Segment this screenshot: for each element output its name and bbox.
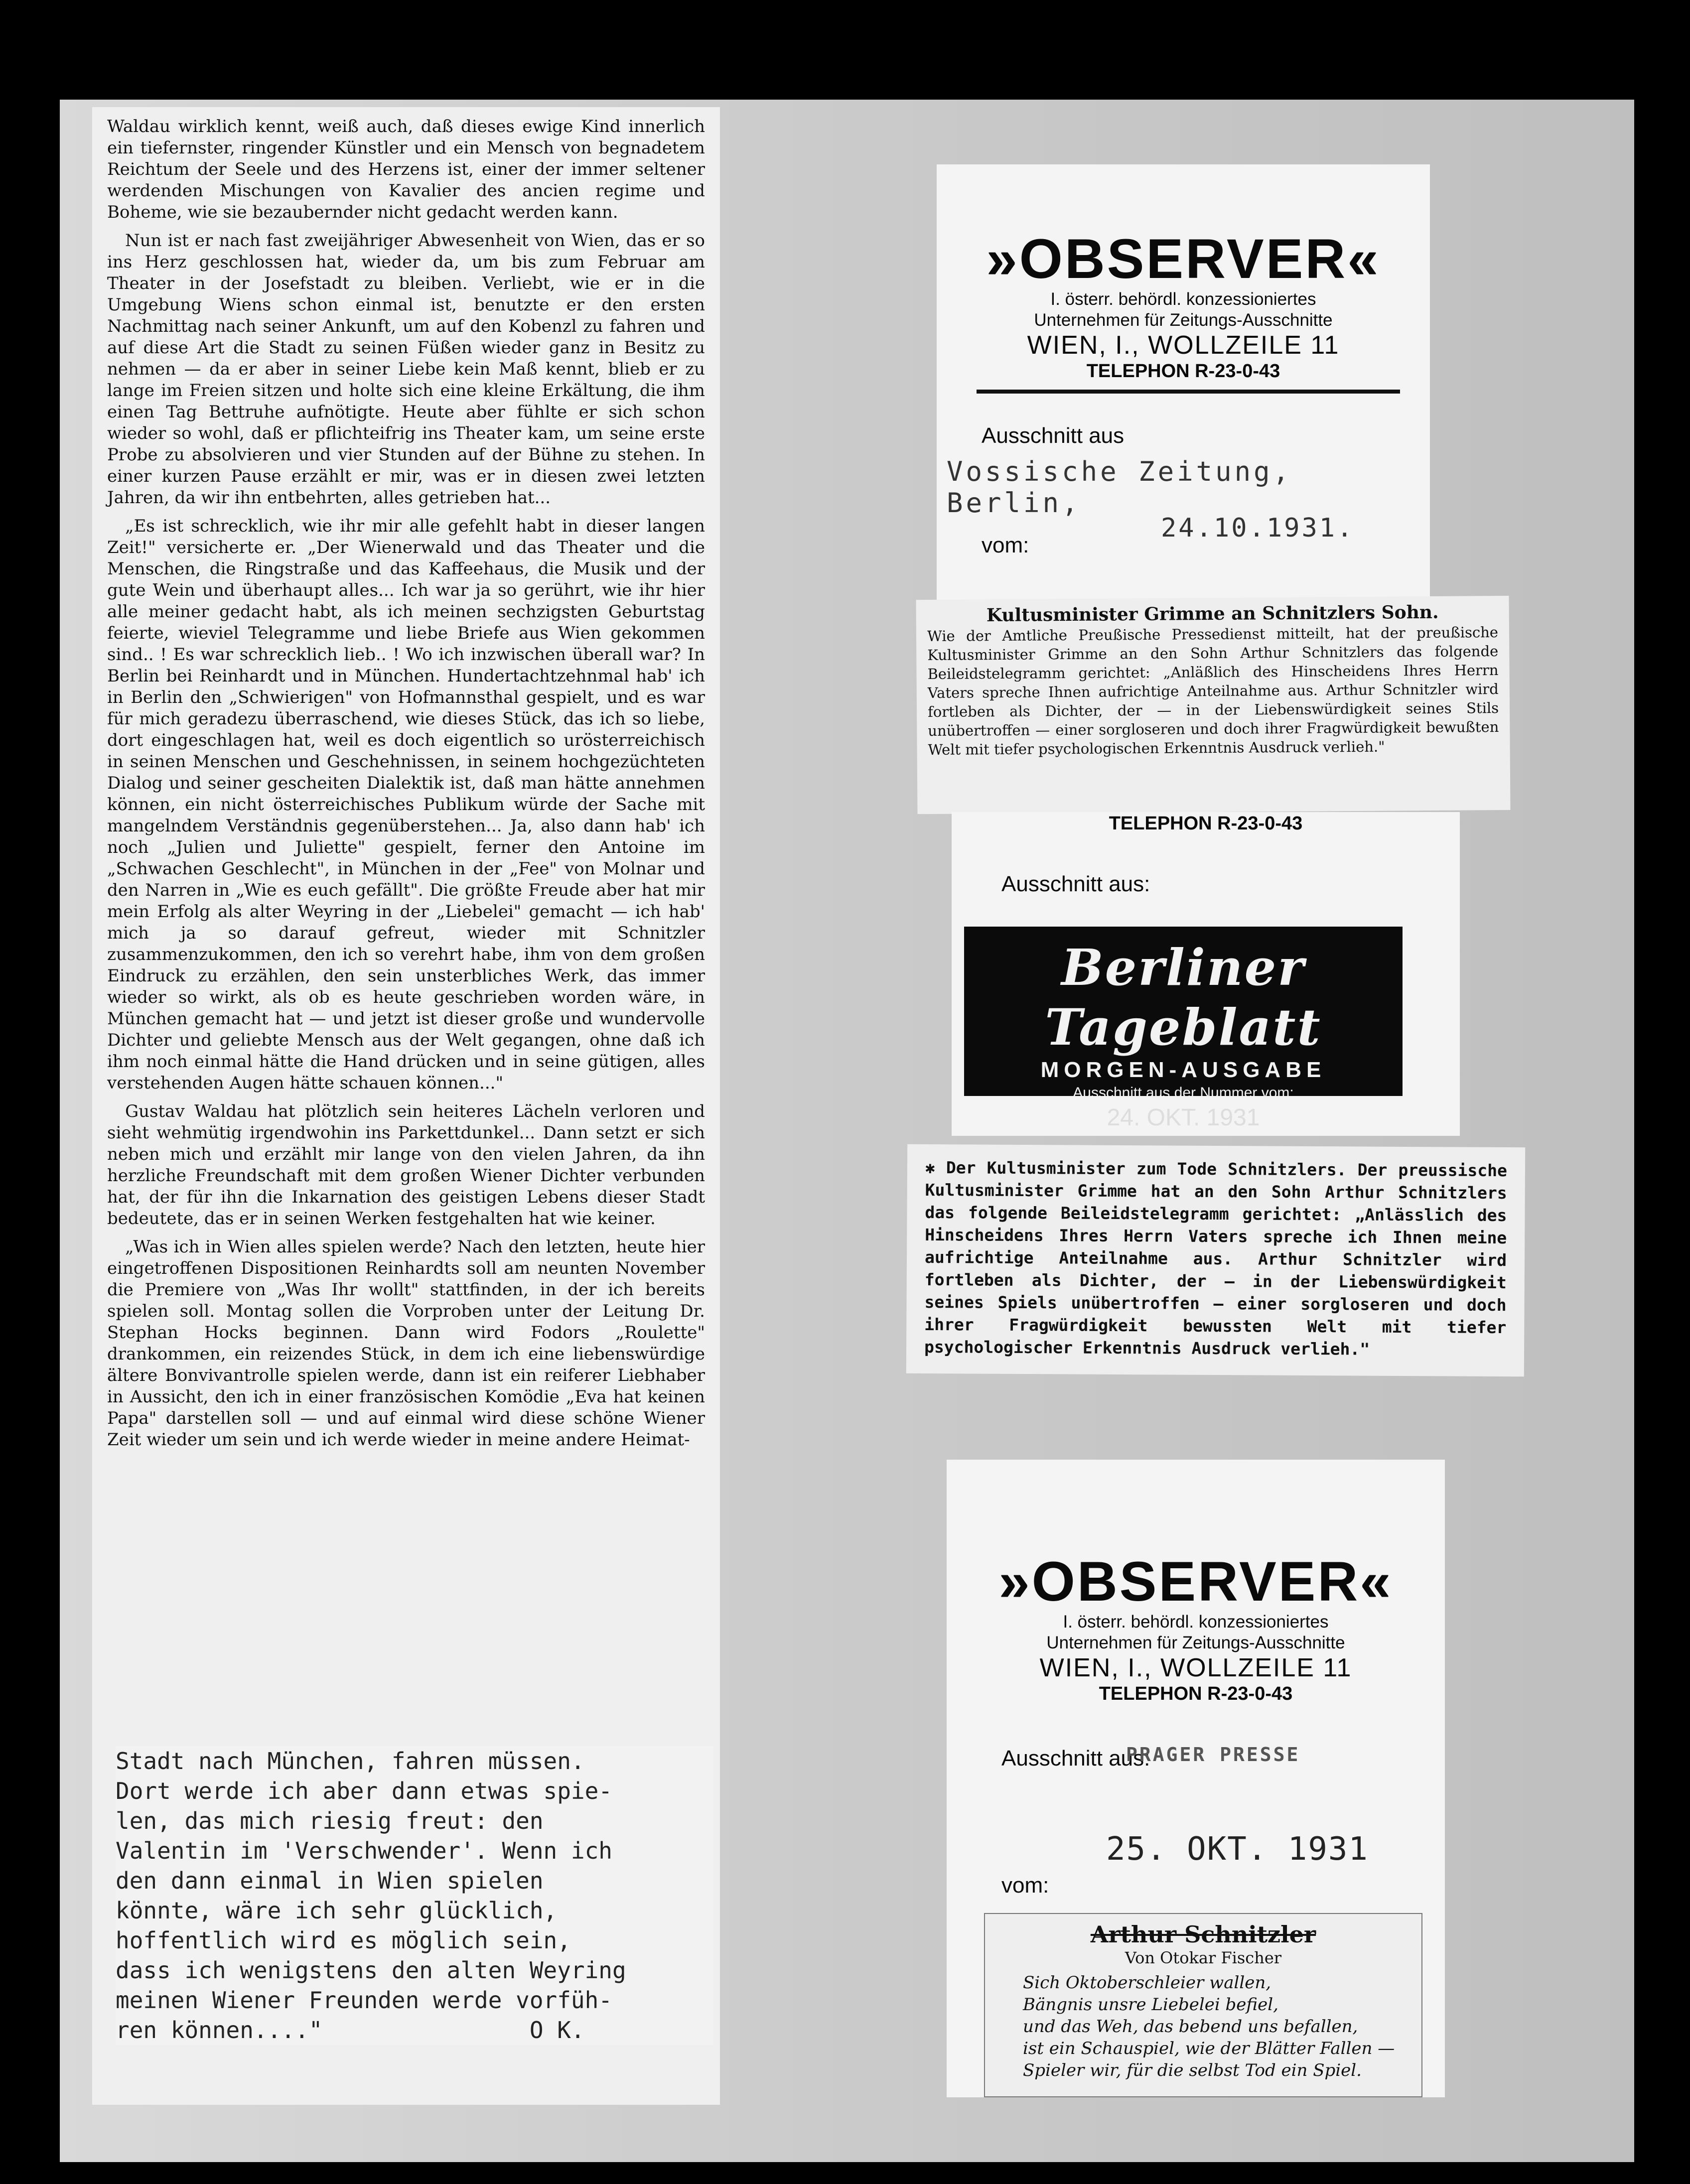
source-stamp: PRAGER PRESSE — [1126, 1744, 1300, 1766]
date-typed: 24.10.1931. — [1161, 513, 1355, 543]
poem-line: Sich Oktoberschleier wallen, — [1023, 1973, 1271, 1993]
clipping-vossische — [916, 596, 1511, 814]
observer-line1: I. österr. behördl. konzessioniertes — [1050, 289, 1316, 309]
observer-line1: I. österr. behördl. konzessioniertes — [1063, 1612, 1329, 1632]
poem-title: Arthur Schnitzler — [1090, 1921, 1316, 1948]
observer-line2: Unternehmen für Zeitungs-Ausschnitte — [1046, 1633, 1345, 1652]
typed-continuation: Stadt nach München, fahren müssen. Dort werde ich aber dann etwas spie- len, das mich riesig freut: den Valentin im 'Verschwender'. Wenn ich den dann einmal in Wien spielen könnte, wäre ich sehr glücklich, hoffentlich wird es möglich sein, dass ich wenigstens den alten Weyring meinen Wiener Freunden werde vorfüh- ren können...." O K. — [116, 1746, 713, 2045]
poem-author: Von Otokar Fischer — [1125, 1948, 1282, 1967]
clipping-headline: Kultusminister Grimme an Schnitzlers Sohn. — [986, 601, 1439, 626]
observer-brand: »OBSERVER« — [986, 228, 1381, 290]
poem-line: und das Weh, das bebend uns befallen, — [1023, 2017, 1358, 2037]
clipping-body: Der Kultusminister zum Tode Schnitzlers. Der preussische Kultusminister Grimme hat an den Sohn Arthur Schnitzlers das folgende Beileidstelegramm gerichtet: „Anlässlich des Hinscheidens Ihres Herrn Vaters spreche ich Ihnen meine aufrichtige Anteilnahme aus. Arthur Schnitzler wird fortleben als Dichter, der — in der Liebenswürdigkeit seines Spiels unübertroffen — einer sorgloseren und doch ihrer Fragwürdigkeit bewussten Welt mit tiefer psychologischer Erkenntnis Ausdruck verlieh." — [924, 1158, 1508, 1359]
clipping-body: Wie der Amtliche Preußische Pressedienst mitteilt, hat der preußische Kultusminister Grimme an den Sohn Arthur Schnitzlers das folgende Beileidstelegramm gerichtet: „Anläßlich des Hinscheidens Ihres Herrn Vaters spreche Ihnen aufrichtige Anteilnahme aus. Arthur Schnitzler wird fortleben als Dichter, der — in der Liebenswürdigkeit seines Stils unübertroffen — einer sorgloseren und doch ihrer Fragwürdigkeit bewußten Welt mit tiefer psychologischen Erkenntnis Ausdruck verlieh." — [927, 624, 1499, 758]
ausschnitt-label: Ausschnitt aus: — [1001, 872, 1150, 896]
observer-card-top — [937, 164, 1430, 603]
date-stamp: 24. OKT. 1931 — [1107, 1104, 1260, 1131]
poem-line: ist ein Schauspiel, wie der Blätter Fallen — — [1023, 2039, 1395, 2058]
ausschnitt-label: Ausschnitt aus: — [1001, 1746, 1150, 1771]
observer-line2: Unternehmen für Zeitungs-Ausschnitte — [1034, 310, 1333, 330]
asterisk-icon: ✱ — [925, 1157, 947, 1178]
poem-line: Spieler wir, für die selbst Tod ein Spiel. — [1023, 2060, 1362, 2080]
article-paragraph: „Es ist schrecklich, wie ihr mir alle gefehlt habt in dieser langen Zeit!" versicherte er. „Der Wienerwald und das Theater und die Menschen, die Ringstraße und das Kaffeehaus, die Musik und der gute Wein und überhaupt alles... Ich war ja so gerührt, wie ihr hier alle meiner gedacht habt, als ich meinen sechzigsten Geburtstag feierte, wieviel Telegramme und liebe Briefe aus Wien gekommen sind.. ! Es war schrecklich lieb.. ! Wo ich inzwischen überall war? In Berlin bei Reinhardt und in München. Hundertachtzehnmal hab' ich in Berlin den „Schwierigen" von Hofmannsthal gespielt, und es war für mich geradezu überraschend, wie dieses Stück, das ich so liebe, dort eingeschlagen hat, weil es doch eigentlich so urösterreichisch in seinen Menschen und Geschehnissen, in seinem hochgezüchteten Dialog und seiner gescheiten Dialektik ist, daß man hätte annehmen können, ein nicht österreichisches Publikum würde der Sache mit mangelndem Verständnis gegenüberstehen... Ja, also dann hab' ich noch „Julien und Juliette" gespielt, ferner den Antoine im „Schwachen Geschlecht", in München in der „Fee" von Molnar und den Narren in „Wie es euch gefällt". Die größte Freude aber hat mir mein Erfolg als alter Weyring in der „Liebelei" gemacht — ich hab' mich ja so darauf gefreut, wieder mit Schnitzler zusammenzukommen, den ich so verehrt habe, ihm von dem großen Eindruck zu erzählen, den sein unsterbliches Werk, das immer wieder so wirkt, als ob es heute geschrieben worden wäre, in München gemacht hat — und jetzt ist dieser große und wundervolle Dichter und geliebte Mensch aus der Welt gegangen, ohne daß ich ihm noch einmal hätte die Hand drücken und in seine gütigen, alles verstehenden Augen hätte schauen können..." — [107, 516, 705, 1093]
observer-telephone: TELEPHON R-23-0-43 — [1109, 813, 1303, 834]
clipping-tageblatt — [906, 1144, 1525, 1376]
berliner-tageblatt-masthead — [964, 927, 1403, 1131]
clipping-poem — [984, 1913, 1422, 2097]
ausschnitt-label: Ausschnitt aus — [982, 423, 1125, 448]
poem-line: Bängnis unsre Liebelei befiel, — [1023, 1995, 1278, 2015]
divider — [977, 390, 1400, 394]
vom-label: vom: — [982, 533, 1029, 557]
article-paragraph: „Was ich in Wien alles spielen werde? Nach den letzten, heute hier eingetroffenen Dispositionen Reinhardts soll am neunten November die Premiere von „Was Ihr wollt" stattfinden, in der ich bereits spielen soll. Montag sollen die Vorproben unter der Leitung Dr. Stephan Hocks beginnen. Dann wird Fodors „Roulette" drankommen, ein reizendes Stück, in dem ich eine liebenswürdige ältere Bonvivantrolle spielen werde, dann ist ein reiferer Liebhaber in Aussicht, den ich in einer französischen Komödie „Eva hat keinen Papa" darstellen soll — und auf einmal wird diese schöne Wiener Zeit wieder um sein und ich werde wieder in meine andere Heimat- — [107, 1237, 705, 1450]
observer-brand: »OBSERVER« — [998, 1550, 1393, 1613]
article-paragraph: Nun ist er nach fast zweijähriger Abwesenheit von Wien, das er so ins Herz geschlossen hat, wieder da, um bis zum Februar am Theater in der Josefstadt zu bleiben. Verliebt, wie er in die Umgebung Wiens schon einmal ist, benutzte er den ersten Nachmittag nach seiner Ankunft, um auf den Kobenzl zu fahren und auf diese Art die Stadt zu seinen Füßen wieder ganz in Besitz zu nehmen — da er aber in seiner Liebe kein Maß kennt, blieb er zu lange im Freien sitzen und holte sich eine kleine Erkältung, die ihm einen Tag Bettruhe aufnötigte. Heute aber fühlte er sich schon wieder so wohl, daß er pflichteifrig ins Theater kam, um seine erste Probe zu absolvieren und vier Stunden auf der Bühne zu stehen. In einer kurzen Pause erzählt er mir, was er in diesen zwei letzten Jahren, da wir ihn entbehrten, alles getrieben hat... — [107, 231, 705, 508]
article-paragraph: Waldau wirklich kennt, weiß auch, daß dieses ewige Kind innerlich ein tiefernster, ringender Künstler und ein Mensch von begnadetem Reichtum der Seele und des Herzens ist, einer der immer seltener werdenden Mischungen von Kavalier des ancien regime und Boheme, wie sie bezaubernder nicht gedacht werden kann. — [107, 117, 705, 222]
vom-label: vom: — [1001, 1873, 1049, 1898]
observer-telephone: TELEPHON R-23-0-43 — [1086, 361, 1280, 382]
observer-address: WIEN, I., WOLLZEILE 11 — [1039, 1653, 1352, 1682]
article-paragraph: Gustav Waldau hat plötzlich sein heiteres Lächeln verloren und sieht wehmütig irgendwohin ins Parkettdunkel... Dann setzt er sich neben mich und erzählt mir lange von den vielen Jahren, da ihn herzliche Freundschaft mit dem großen Wiener Dichter verbunden hat, der für ihn die Inkarnation des geistigen Lebens dieser Stadt bedeutete, das er in seinen Werken festgehalten hat wie keiner. — [107, 1101, 705, 1228]
date-stamp: 25. OKT. 1931 — [1106, 1831, 1369, 1868]
observer-address: WIEN, I., WOLLZEILE 11 — [1027, 331, 1340, 360]
newspaper-note: Ausschnitt aus der Nummer vom: — [1073, 1085, 1294, 1101]
source-typed: Vossische Zeitung, Berlin, — [947, 456, 1292, 519]
newspaper-edition: MORGEN-AUSGABE — [1040, 1058, 1326, 1082]
observer-telephone: TELEPHON R-23-0-43 — [1099, 1683, 1293, 1704]
newspaper-name: Berliner Tageblatt — [1045, 938, 1322, 1057]
